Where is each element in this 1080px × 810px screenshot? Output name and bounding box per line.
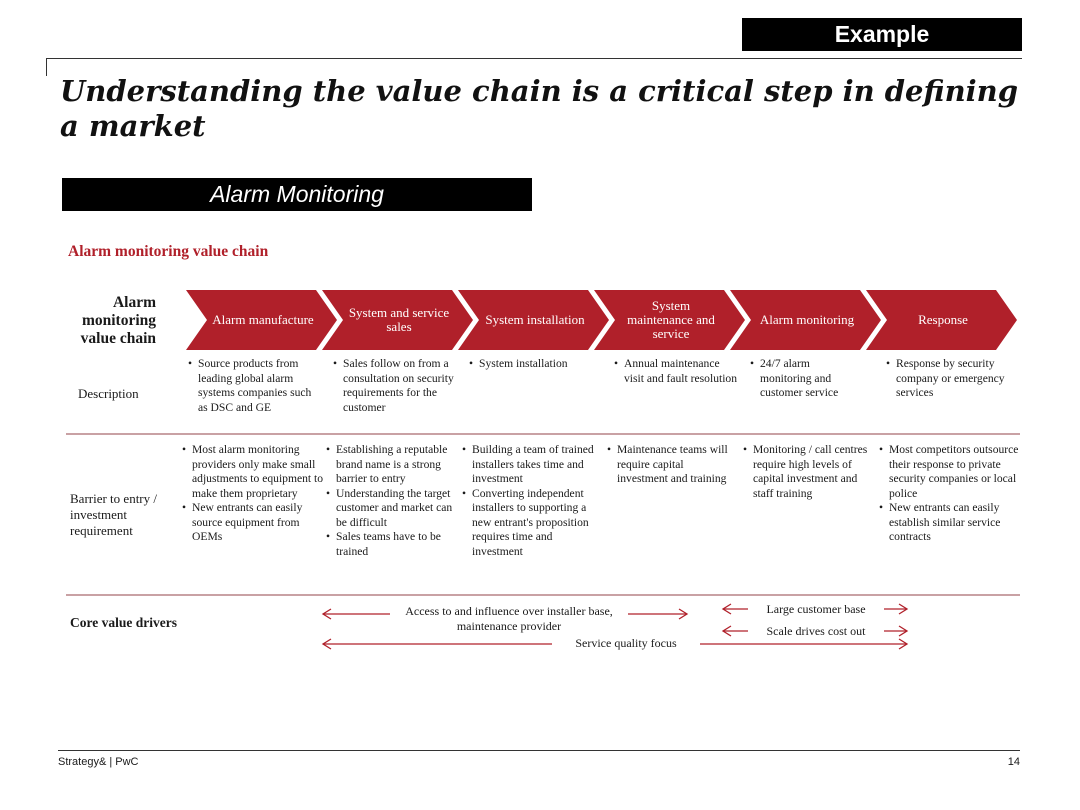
slide-title: Understanding the value chain is a critical step in defining a market	[60, 74, 1019, 143]
stage-label-3: System installation	[485, 312, 585, 327]
barrier-cell-3	[462, 443, 598, 559]
bullet: • Response by security company or emergency services	[886, 357, 1016, 401]
bullet: • Building a team of trained installers takes time and investment	[462, 443, 598, 487]
bullet: • Sales teams have to be trained	[326, 530, 458, 559]
bullet: • Source products from leading global alarm systems companies such as DSC and GE	[188, 357, 316, 415]
barrier-cell-2	[326, 443, 458, 559]
bullet: • Maintenance teams will require capital investment and training	[607, 443, 731, 487]
chain-heading: Alarm monitoring value chain	[68, 243, 269, 260]
footer-source: Strategy& | PwC	[58, 756, 139, 768]
bullet: • Annual maintenance visit and fault resolution	[614, 357, 738, 386]
stage-label-5: Alarm monitoring	[759, 312, 855, 327]
stage-label-2: System and service sales	[348, 305, 450, 334]
row-label-drivers: Core value drivers	[70, 615, 177, 630]
page-number: 14	[1007, 756, 1020, 768]
barrier-cell-1	[182, 443, 325, 545]
bullet: • Most alarm monitoring providers only make small adjustments to equipment to make them proprietary	[182, 443, 325, 501]
bullet: • Converting independent installers to supporting a new entrant's proposition requires time and investment	[462, 487, 598, 560]
bullet: • Sales follow on from a consultation on security requirements for the customer	[333, 357, 458, 415]
description-cell-5	[750, 357, 862, 401]
stage-label-1: Alarm manufacture	[212, 312, 314, 327]
bullet: • New entrants can easily source equipment from OEMs	[182, 501, 325, 545]
description-cell-1	[188, 357, 316, 415]
driver-scale: Scale drives cost out	[766, 624, 866, 638]
bullet: • System installation	[469, 357, 597, 372]
footer-rule	[58, 750, 1020, 751]
driver-service-quality: Service quality focus	[575, 636, 677, 650]
bullet: • Most competitors outsource their response to private security companies or local police	[879, 443, 1020, 501]
row-label-barrier: Barrier to entry / investment requirement	[70, 491, 157, 538]
bullet: • 24/7 alarm monitoring and customer service	[750, 357, 862, 401]
bullet: • Understanding the target customer and market can be difficult	[326, 487, 458, 531]
barrier-cell-6	[879, 443, 1020, 545]
stage-label-6: Response	[918, 312, 968, 327]
description-cell-2	[333, 357, 458, 415]
divider-1	[66, 433, 1020, 435]
barrier-cell-4	[607, 443, 731, 487]
bullet: • Establishing a reputable brand name is a strong barrier to entry	[326, 443, 458, 487]
divider-2	[66, 594, 1020, 596]
bullet: • Monitoring / call centres require high levels of capital investment and staff training	[743, 443, 871, 501]
section-banner: Alarm Monitoring	[62, 178, 532, 211]
stage-label-4: System maintenance and service	[627, 298, 715, 341]
driver-customer-base: Large customer base	[766, 602, 866, 616]
description-cell-4	[614, 357, 738, 386]
bullet: • New entrants can easily establish similar service contracts	[879, 501, 1020, 545]
driver-installer: Access to and influence over installer base, maintenance provider	[405, 604, 613, 633]
description-cell-6	[886, 357, 1016, 401]
description-cell-3	[469, 357, 597, 372]
example-badge: Example	[742, 18, 1022, 51]
row-label-description: Description	[78, 386, 139, 401]
row-label-chain: Alarm monitoring value chain	[80, 294, 156, 347]
barrier-cell-5	[743, 443, 871, 501]
